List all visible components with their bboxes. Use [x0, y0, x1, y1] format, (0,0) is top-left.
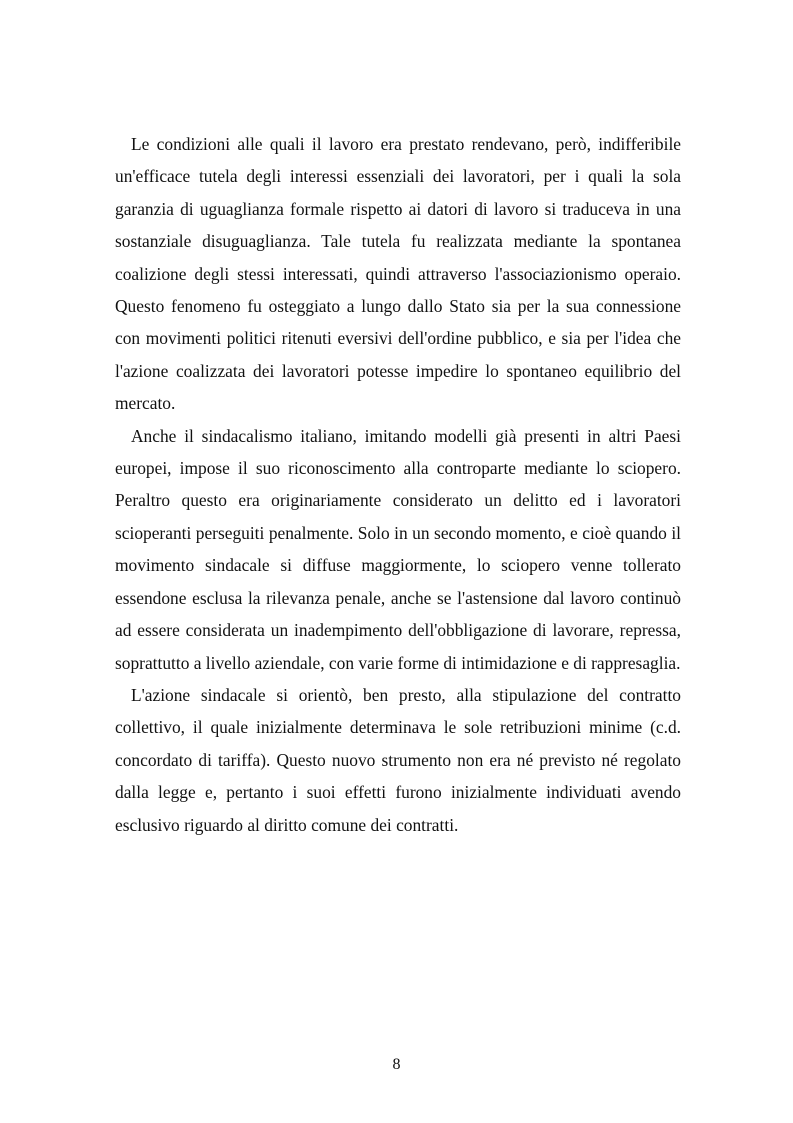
paragraph-3: L'azione sindacale si orientò, ben presto, alla stipulazione del contratto collettivo, il quale inizialmente determinava le sole retribuzioni minime (c.d. concordato di tariffa). Questo nuovo strumento non era né previsto né regolato dalla legge e, pertanto i suoi effetti furono inizialmente individuati avendo esclusivo riguardo al diritto comune dei contratti. [115, 684, 681, 835]
page-number: 8 [392, 1056, 401, 1073]
paragraph-1: Le condizioni alle quali il lavoro era prestato rendevano, però, indifferibile un'efficace tutela degli interessi essenziali dei lavoratori, per i quali la sola garanzia di uguaglianza formale rispetto ai datori di lavoro si traduceva in una sostanziale disuguaglianza. Tale tutela fu realizzata mediante la spontanea coalizione degli stessi interessati, quindi attraverso l'associazionismo operaio. Questo fenomeno fu osteggiato a lungo dallo Stato sia per la sua connessione con movimenti politici ritenuti eversivi dell'ordine pubblico, e sia per l'idea che l'azione coalizzata dei lavoratori potesse impedire lo spontaneo equilibrio del mercato. [115, 134, 681, 414]
paragraph-2: Anche il sindacalismo italiano, imitando modelli già presenti in altri Paesi europei, impose il suo riconoscimento alla controparte mediante lo sciopero. Peraltro questo era originariamente considerato un delitto ed i lavoratori scioperanti perseguiti penalmente. Solo in un secondo momento, e cioè quando il movimento sindacale si diffuse maggiormente, lo sciopero venne tollerato essendone esclusa la rilevanza penale, anche se l'astensione dal lavoro continuò ad essere considerata un inadempimento dell'obbligazione di lavorare, repressa, soprattutto a livello aziendale, con varie forme di intimidazione e di rappresaglia. [115, 425, 681, 673]
page-body [115, 128, 681, 841]
